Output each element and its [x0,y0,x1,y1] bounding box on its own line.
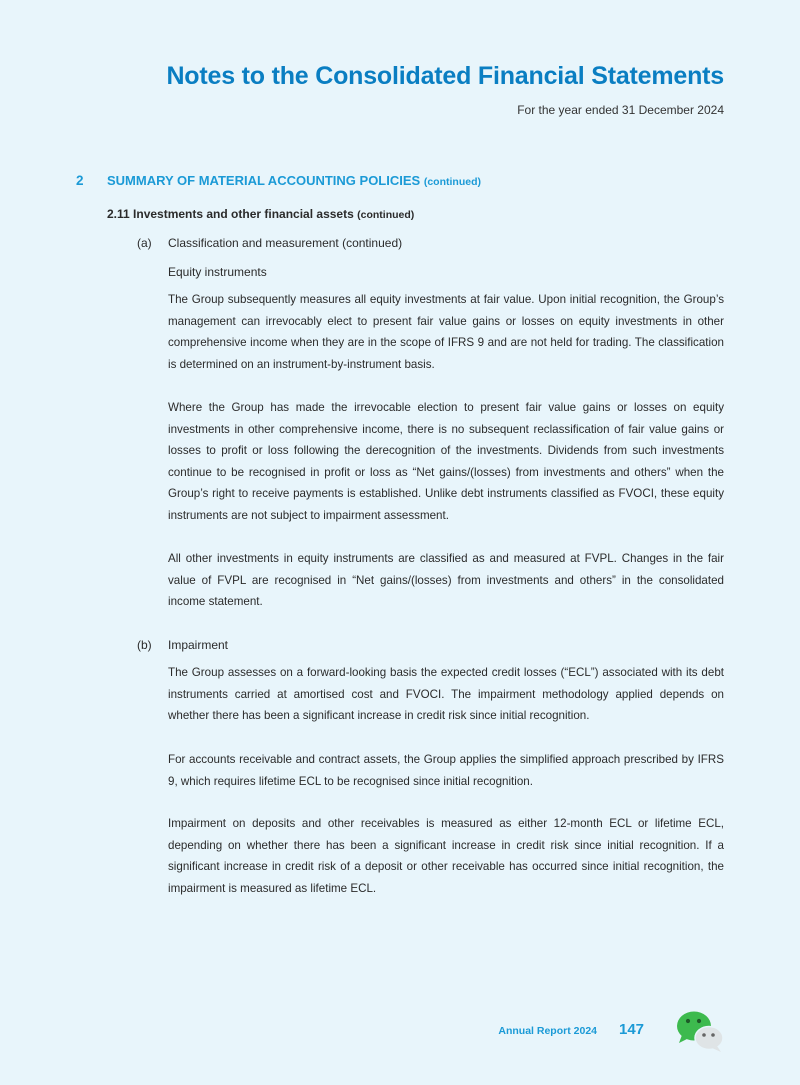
page-title: Notes to the Consolidated Financial Statements [166,62,724,90]
subsection-title-text: 2.11 Investments and other financial assets [107,207,354,221]
paragraph-impairment-1: The Group assesses on a forward-looking basis the expected credit losses (“ECL”) associated with its debt instruments carried at amortised cost and FVOCI. The impairment methodology applied depends on whether there has been a significant increase in credit risk since initial recognition. [168,666,724,723]
section-title [107,173,481,188]
item-a-heading: Classification and measurement (continued) [168,236,403,250]
item-b-heading: Impairment [168,638,229,652]
chat-bubbles-icon [674,1009,726,1053]
item-b-label: (b) [137,638,152,652]
footer-label: Annual Report 2024 [498,1025,597,1037]
footer-page-number: 147 [619,1021,645,1038]
page-subtitle: For the year ended 31 December 2024 [517,103,724,117]
item-a-subheading: Equity instruments [168,265,267,279]
section-continued: (continued) [423,176,481,188]
item-a-label: (a) [137,236,152,250]
paragraph-equity-1: The Group subsequently measures all equity investments at fair value. Upon initial recognition, the Group’s management can irrevocably elect to present fair value gains or losses on equity investments in other comprehensive income when they are in the scope of IFRS 9 and are not held for trading. The classification is determined on an instrument-by-instrument basis. [168,293,724,371]
subsection-title [107,207,414,221]
section-number: 2 [76,173,84,188]
paragraph-impairment-3: Impairment on deposits and other receivables is measured as either 12-month ECL or lifetime ECL, depending on whether there has been a significant increase in credit risk since initial recognition. If a significant increase in credit risk of a deposit or other receivable has occurred since initial recognition, the impairment is measured as lifetime ECL. [168,817,724,895]
section-title-text: SUMMARY OF MATERIAL ACCOUNTING POLICIES [107,173,421,188]
paragraph-impairment-2: For accounts receivable and contract assets, the Group applies the simplified approach prescribed by IFRS 9, which requires lifetime ECL to be recognised since initial recognition. [168,753,724,788]
paragraph-equity-3: All other investments in equity instruments are classified as and measured at FVPL. Changes in the fair value of FVPL are recognised in “Net gains/(losses) from investments and others” in the consolidated income statement. [168,552,724,609]
subsection-continued: (continued) [357,209,415,221]
paragraph-equity-2: Where the Group has made the irrevocable election to present fair value gains or losses on equity investments in other comprehensive income, there is no subsequent reclassification of fair value gains or losses to profit or loss following the derecognition of the investments. Dividends from such investments continue to be recognised in profit or loss as “Net gains/(losses) from investments and others” when the Group’s right to receive payments is established. Unlike debt instruments classified as FVOCI, these equity instruments are not subject to impairment assessment. [168,401,724,522]
